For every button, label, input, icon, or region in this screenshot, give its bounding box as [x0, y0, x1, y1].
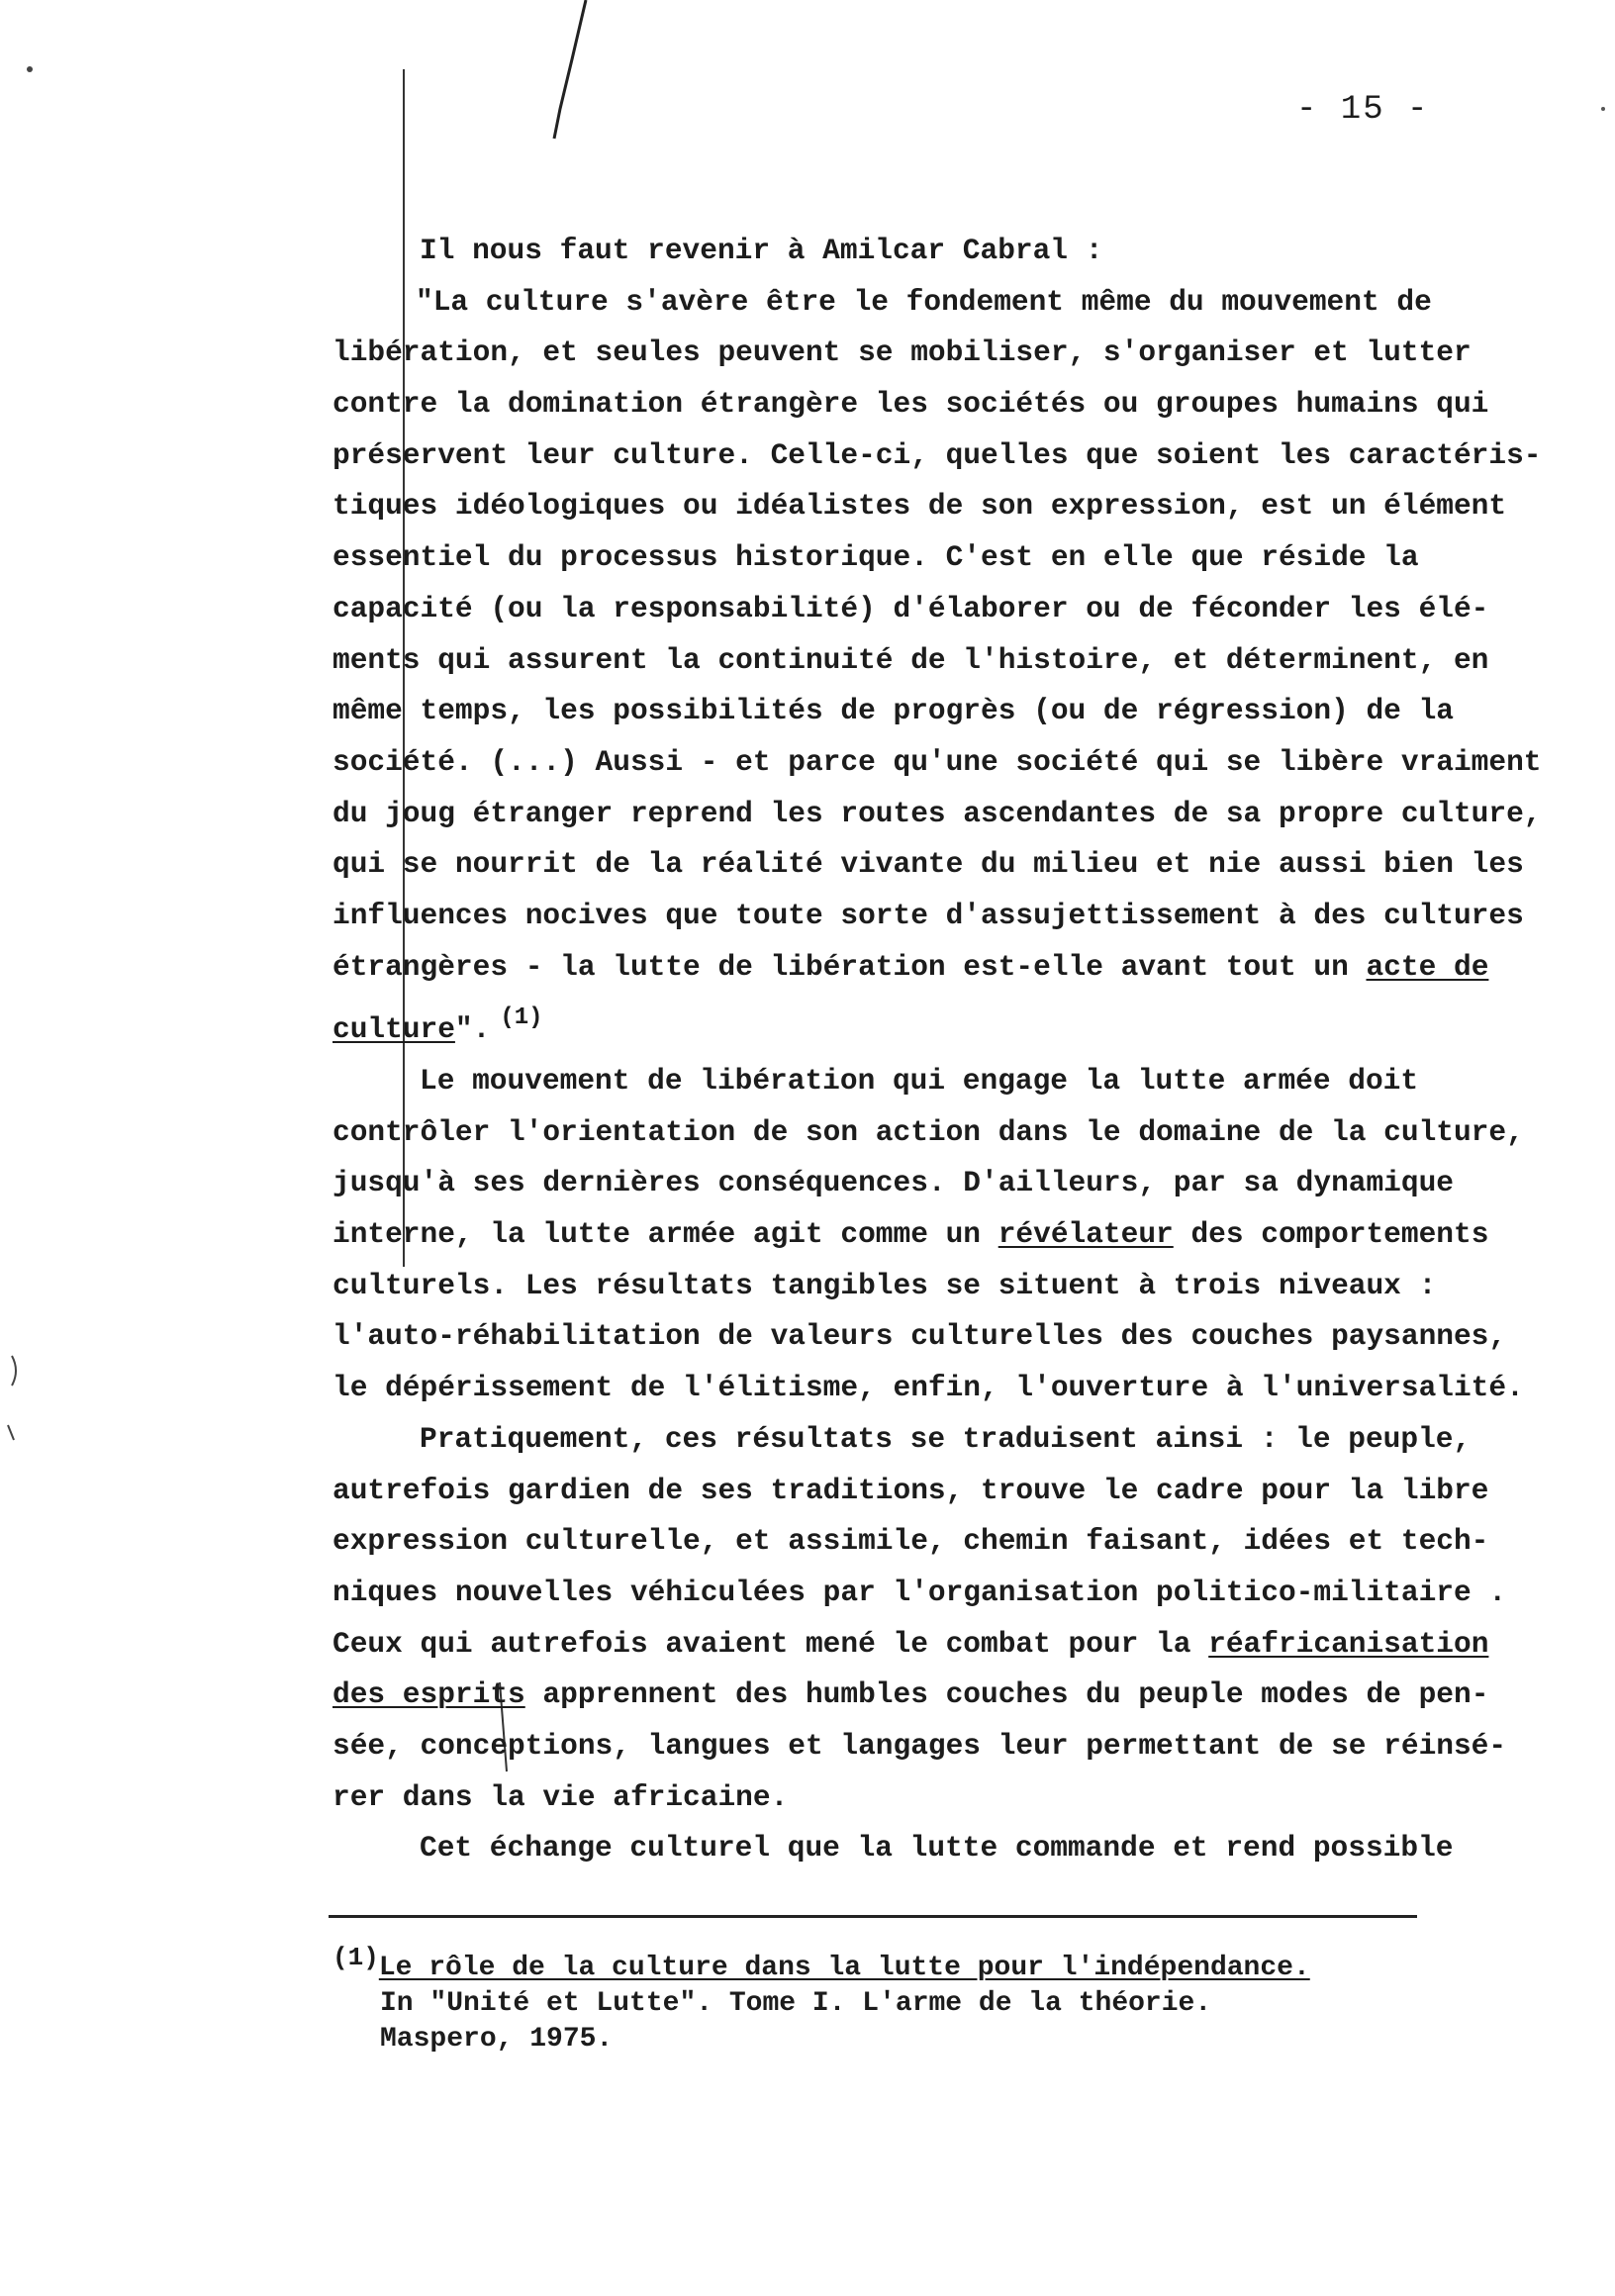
- paragraph-text: interne, la lutte armée agit comme un: [332, 1217, 998, 1252]
- underlined-phrase: culture: [332, 1012, 455, 1047]
- paragraph-line: rer dans la vie africaine.: [332, 1779, 789, 1814]
- footnote-marker: (1): [332, 1943, 379, 1972]
- underlined-phrase: des esprits: [332, 1677, 525, 1712]
- paragraph-line: le dépérissement de l'élitisme, enfin, l'ouverture à l'universalité.: [332, 1371, 1524, 1405]
- quote-line: essentiel du processus historique. C'est en elle que réside la: [332, 540, 1419, 575]
- quote-line: [332, 993, 1579, 1047]
- body-text: [332, 226, 1579, 1874]
- paragraph-line: [332, 1670, 1579, 1721]
- paragraph-line: [332, 1209, 1579, 1261]
- paragraph-line: jusqu'à ses dernières conséquences. D'ailleurs, par sa dynamique: [332, 1166, 1454, 1200]
- paragraph-line: sée, conceptions, langues et langages leur permettant de se réinsé-: [332, 1728, 1507, 1763]
- paragraph-line: expression culturelle, et assimile, chemin faisant, idées et tech-: [332, 1524, 1489, 1559]
- underlined-phrase: réafricanisation: [1208, 1626, 1489, 1661]
- intro-line: Il nous faut revenir à Amilcar Cabral :: [420, 234, 1103, 267]
- quote-line: tiques idéologiques ou idéalistes de son expression, est un élément: [332, 489, 1507, 524]
- paragraph-text: apprennent des humbles couches du peuple modes de pen-: [524, 1677, 1489, 1712]
- quote-line: ments qui assurent la continuité de l'histoire, et déterminent, en: [332, 642, 1489, 677]
- paragraph-line: contrôler l'orientation de son action dans le domaine de la culture,: [332, 1114, 1524, 1149]
- paragraph-line: culturels. Les résultats tangibles se situent à trois niveaux :: [332, 1268, 1437, 1302]
- quote-line: influences nocives que toute sorte d'assujettissement à des cultures: [332, 898, 1524, 932]
- footnote-reference: (1): [500, 1004, 543, 1032]
- paragraph-text: des comportements: [1173, 1217, 1489, 1252]
- paragraph-line: autrefois gardien de ses traditions, trouve le cadre pour la libre: [332, 1473, 1489, 1507]
- quote-line: même temps, les possibilités de progrès (ou de régression) de la: [332, 694, 1454, 728]
- page-number: - 15 -: [1296, 91, 1430, 129]
- quote-text: ".: [454, 1012, 491, 1047]
- paragraph-line: niques nouvelles véhiculées par l'organisation politico-militaire .: [332, 1575, 1507, 1609]
- paragraph-line: Pratiquement, ces résultats se traduisent ainsi : le peuple,: [420, 1421, 1472, 1456]
- footnote: [332, 1940, 1500, 2057]
- quote-text: étrangères - la lutte de libération est-elle avant tout un: [332, 949, 1367, 984]
- underlined-phrase: révélateur: [998, 1217, 1174, 1252]
- quote-line: préservent leur culture. Celle-ci, quelles que soient les caractéris-: [332, 437, 1542, 472]
- paragraph-line: Le mouvement de libération qui engage la lutte armée doit: [420, 1064, 1419, 1098]
- quote-line: contre la domination étrangère les sociétés ou groupes humains qui: [332, 387, 1489, 422]
- paragraph-line: Cet échange culturel que la lutte commande et rend possible: [420, 1831, 1454, 1866]
- footnote-title: Le rôle de la culture dans la lutte pour l'indépendance.: [378, 1953, 1310, 1983]
- paragraph-line: l'auto-réhabilitation de valeurs culturelles des couches paysannes,: [332, 1319, 1507, 1354]
- footnote-line: Maspero, 1975.: [380, 2024, 614, 2055]
- quote-line: [332, 942, 1579, 994]
- quote-line: société. (...) Aussi - et parce qu'une société qui se libère vraiment: [332, 744, 1542, 779]
- quote-line: libération, et seules peuvent se mobiliser, s'organiser et lutter: [332, 335, 1472, 370]
- paragraph-text: Ceux qui autrefois avaient mené le combat pour la: [332, 1626, 1209, 1661]
- quote-line: capacité (ou la responsabilité) d'élaborer ou de féconder les élé-: [332, 591, 1489, 625]
- footnote-divider: [329, 1915, 1417, 1918]
- quote-line: du joug étranger reprend les routes ascendantes de sa propre culture,: [332, 796, 1542, 830]
- footnote-title-line: [332, 1940, 1500, 1986]
- paragraph-line: [332, 1619, 1579, 1671]
- underlined-phrase: acte de: [1366, 949, 1489, 984]
- footnote-line: In "Unité et Lutte". Tome I. L'arme de la théorie.: [380, 1988, 1212, 2019]
- quote-line: "La culture s'avère être le fondement même du mouvement de: [416, 284, 1432, 319]
- quote-line: qui se nourrit de la réalité vivante du milieu et nie aussi bien les: [332, 847, 1524, 882]
